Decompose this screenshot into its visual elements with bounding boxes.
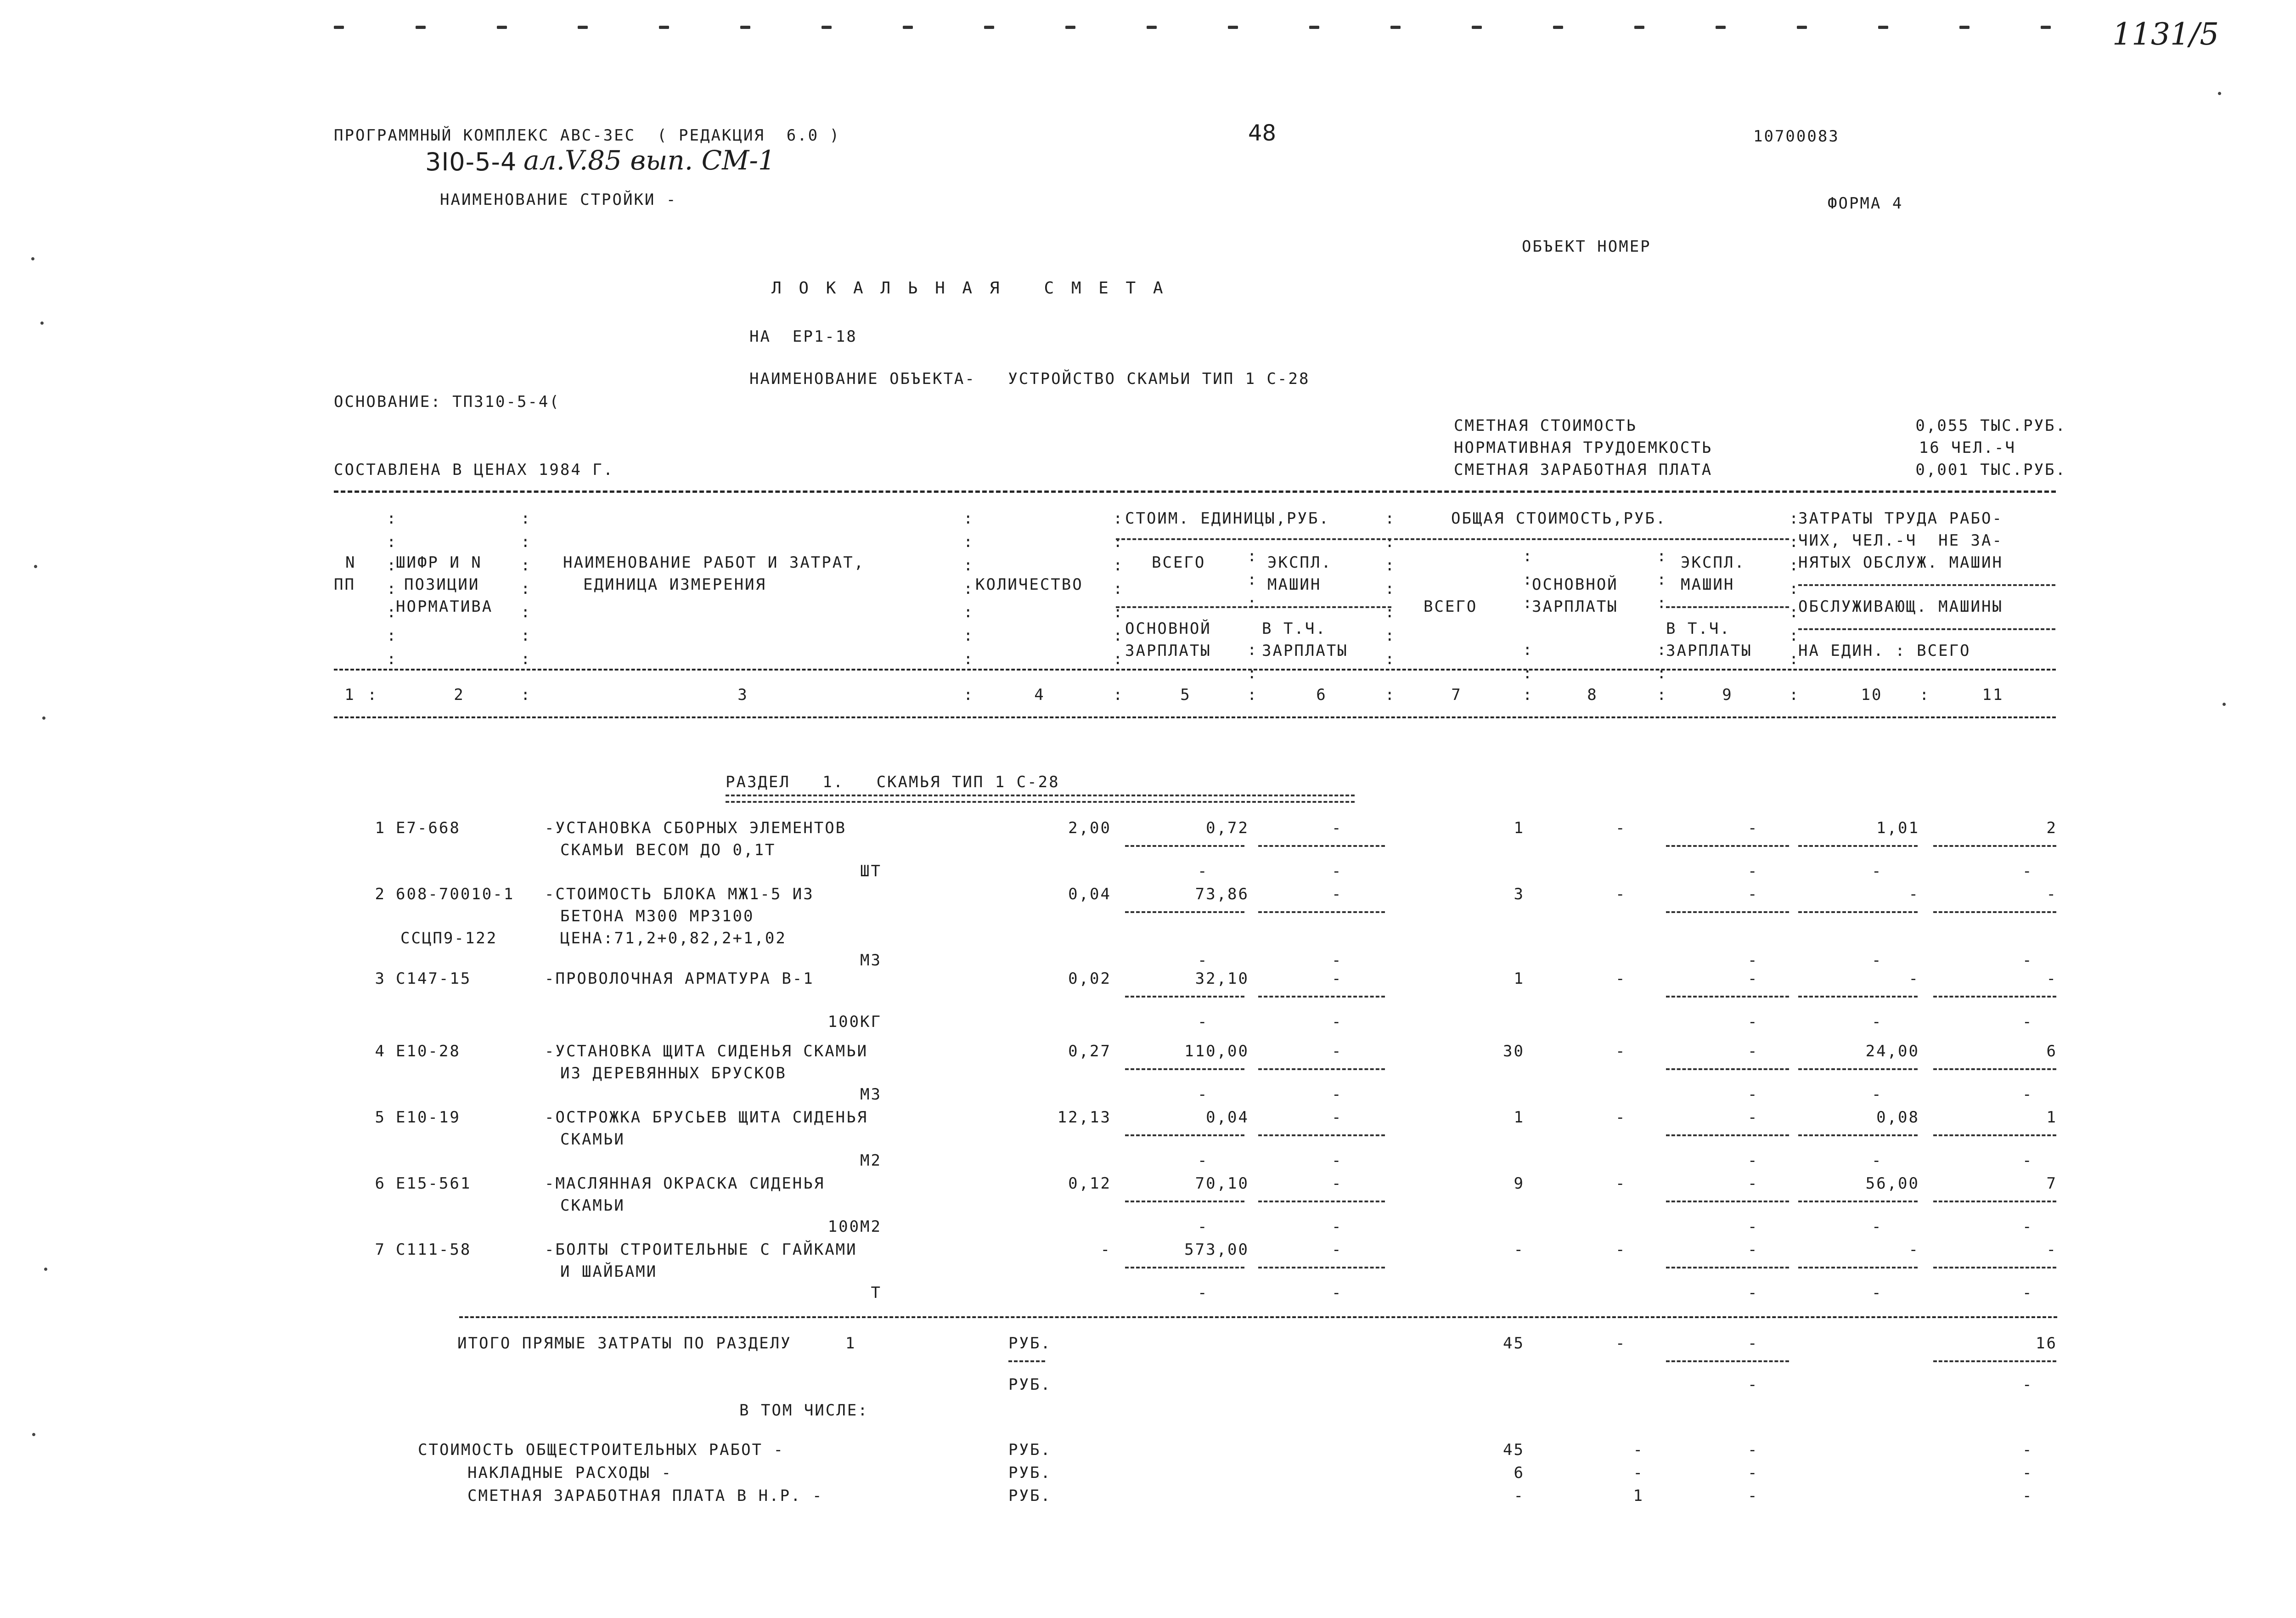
row-labor-unit: 0,08 [1876, 1108, 1919, 1127]
row-unit-machines: - [1332, 970, 1343, 988]
row-number: 1 [375, 819, 386, 837]
total-line-expl: - [1748, 1441, 1759, 1459]
row-code: 608-70010-1 [396, 885, 515, 903]
row-basic-unit-wages: - [1198, 951, 1209, 970]
header-labor-5: НА ЕДИН. : ВСЕГО [1798, 642, 1971, 660]
row-work-name: -МАСЛЯННАЯ ОКРАСКА СИДЕНЬЯ [545, 1174, 825, 1193]
row-basic-wages: - [1615, 885, 1626, 903]
column-separator: : : : : : : : [1113, 509, 1124, 668]
column-number: 10 [1861, 686, 1883, 704]
row-code: С147-15 [396, 970, 472, 988]
object-number-label: ОБЪЕКТ НОМЕР [1522, 237, 1651, 256]
direct-costs-unit: РУБ. [1008, 1334, 1052, 1353]
cell-rule [1798, 911, 1918, 913]
total-line-basic: 1 [1633, 1487, 1644, 1505]
row-number: 3 [375, 970, 386, 988]
row-incl-wages: - [1748, 1013, 1759, 1031]
row-total: 1 [1514, 1108, 1525, 1127]
row-labor-unit: 1,01 [1876, 819, 1919, 837]
header-unit: ЕДИНИЦА ИЗМЕРЕНИЯ [583, 575, 766, 594]
column-number: 7 [1451, 686, 1462, 704]
cell-rule [1125, 1267, 1244, 1268]
column-separator: : : : : : [1657, 547, 1668, 682]
column-separator: : [367, 686, 378, 704]
header-tc-incl: В Т.Ч. [1666, 620, 1731, 638]
column-separator: : [1247, 686, 1258, 704]
row-labor-unit-2: - [1872, 1085, 1883, 1104]
row-labor-unit: 56,00 [1865, 1174, 1919, 1193]
row-incl-wages: - [1748, 951, 1759, 970]
header-pp: ПП [334, 575, 355, 594]
header-uc-incl-wages: ЗАРПЛАТЫ [1262, 642, 1348, 660]
row-unit-machines: - [1332, 819, 1343, 837]
program-name: ПРОГРАММНЫЙ КОМПЛЕКС АВС-ЗЕС ( РЕДАКЦИЯ 6.0 ) [334, 126, 841, 145]
header-tc-total: ВСЕГО [1424, 598, 1478, 616]
object-name: НАИМЕНОВАНИЕ ОБЪЕКТА- УСТРОЙСТВО СКАМЬИ ТИП 1 С-28 [749, 370, 1310, 388]
header-tc-wages: ЗАРПЛАТЫ [1532, 598, 1618, 616]
total-line-labor: - [2022, 1487, 2033, 1505]
summary-label: СМЕТНАЯ ЗАРАБОТНАЯ ПЛАТА [1454, 461, 1713, 479]
header-position: ПОЗИЦИИ [404, 575, 480, 594]
summary-value: 0,001 ТЫС.РУБ. [1915, 461, 2066, 479]
row-total: 3 [1514, 885, 1525, 903]
column-number: 5 [1180, 686, 1191, 704]
row-unit-machines: - [1332, 1174, 1343, 1193]
row-incl-unit-wages: - [1332, 1085, 1343, 1104]
row-unit-machines: - [1332, 1240, 1343, 1259]
header-uc-wages: ЗАРПЛАТЫ [1125, 642, 1211, 660]
cell-rule [1258, 1267, 1385, 1268]
header-quantity: КОЛИЧЕСТВО [975, 575, 1083, 594]
row-machines: - [1748, 1042, 1759, 1060]
column-separator: : [1385, 686, 1396, 704]
row-unit: Т [871, 1284, 882, 1302]
cell-rule [1666, 1201, 1789, 1202]
cell-rule [1666, 911, 1789, 913]
row-work-name: И ШАЙБАМИ [560, 1263, 658, 1281]
row-unit-cost: 573,00 [1184, 1240, 1249, 1259]
row-basic-wages: - [1615, 1174, 1626, 1193]
header-tc-machines: МАШИН [1681, 575, 1735, 594]
cell-rule [1258, 845, 1385, 847]
row-labor-total: 1 [2046, 1108, 2057, 1127]
cell-rule [1798, 1068, 1918, 1070]
direct-costs-expl: - [1748, 1334, 1759, 1353]
page-number: 48 [1248, 120, 1277, 146]
row-quantity: 12,13 [1057, 1108, 1111, 1127]
cell-rule [1666, 996, 1789, 998]
row-work-name: -СТОИМОСТЬ БЛОКА МЖ1-5 ИЗ [545, 885, 814, 903]
row-labor-total-2: - [2022, 1013, 2033, 1031]
column-separator: : [1789, 686, 1800, 704]
column-separator: : [1113, 686, 1124, 704]
project-handwritten-note: ал.V.85 вып. СМ-1 [523, 145, 775, 176]
row-unit-machines: - [1332, 885, 1343, 903]
row-labor-total: - [2046, 970, 2057, 988]
header-uc-total: ВСЕГО [1152, 553, 1206, 572]
column-separator: : [521, 686, 532, 704]
cell-rule [1933, 1201, 2056, 1202]
column-separator: : : : : : [1247, 547, 1258, 682]
total-line-total: 45 [1503, 1441, 1525, 1459]
direct-costs-labor-2: - [2022, 1376, 2033, 1394]
column-number: 2 [454, 686, 465, 704]
document-title: Л О К А Л Ь Н А Я С М Е Т А [771, 279, 1167, 298]
document-code: 10700083 [1753, 127, 1840, 146]
row-labor-unit: 24,00 [1865, 1042, 1919, 1060]
cell-rule [1933, 1068, 2056, 1070]
header-labor-2: ЧИХ, ЧЕЛ.-Ч НЕ ЗА- [1798, 531, 2003, 550]
total-line-unit: РУБ. [1008, 1441, 1052, 1459]
row-total: 1 [1514, 819, 1525, 837]
row-basic-wages: - [1615, 819, 1626, 837]
row-number: 7 [375, 1240, 386, 1259]
row-labor-unit: - [1908, 885, 1919, 903]
total-line-expl: - [1748, 1487, 1759, 1505]
row-incl-unit-wages: - [1332, 862, 1343, 880]
row-basic-wages: - [1615, 1042, 1626, 1060]
column-separator: : [1919, 686, 1930, 704]
row-incl-unit-wages: - [1332, 1013, 1343, 1031]
row-incl-wages: - [1748, 1085, 1759, 1104]
row-labor-total: - [2046, 885, 2057, 903]
column-number: 3 [737, 686, 748, 704]
row-labor-total-2: - [2022, 1284, 2033, 1302]
cell-rule [1258, 1068, 1385, 1070]
row-unit-cost: 0,72 [1206, 819, 1249, 837]
total-line-total: 6 [1514, 1464, 1525, 1482]
cell-rule [1666, 845, 1789, 847]
row-unit: МЗ [860, 1085, 882, 1104]
row-number: 5 [375, 1108, 386, 1127]
section-title: РАЗДЕЛ 1. СКАМЬЯ ТИП 1 С-28 [726, 773, 1060, 791]
total-line-label: СТОИМОСТЬ ОБЩЕСТРОИТЕЛЬНЫХ РАБОТ - [418, 1441, 784, 1459]
row-labor-unit-2: - [1872, 1284, 1883, 1302]
cell-rule [1666, 1267, 1789, 1268]
row-basic-unit-wages: - [1198, 862, 1209, 880]
header-work-name: НАИМЕНОВАНИЕ РАБОТ И ЗАТРАТ, [563, 553, 865, 572]
header-total-cost: ОБЩАЯ СТОИМОСТЬ,РУБ. [1451, 509, 1667, 528]
row-code: Е10-19 [396, 1108, 461, 1127]
total-line-expl: - [1748, 1464, 1759, 1482]
row-machines: - [1748, 819, 1759, 837]
row-unit-cost: 110,00 [1184, 1042, 1249, 1060]
row-labor-total: 2 [2046, 819, 2057, 837]
total-line-total: - [1514, 1487, 1525, 1505]
row-work-name: ЦЕНА:71,2+0,82,2+1,02 [560, 929, 787, 947]
row-quantity: 0,04 [1068, 885, 1111, 903]
direct-costs-basic: - [1615, 1334, 1626, 1353]
cell-rule [1798, 1267, 1918, 1268]
row-labor-total: 6 [2046, 1042, 2057, 1060]
column-number: 1 [344, 686, 355, 704]
header-tc-incl-wages: ЗАРПЛАТЫ [1666, 642, 1752, 660]
total-line-labor: - [2022, 1464, 2033, 1482]
header-unit-cost: СТОИМ. ЕДИНИЦЫ,РУБ. [1125, 509, 1330, 528]
row-basic-unit-wages: - [1198, 1085, 1209, 1104]
row-machines: - [1748, 885, 1759, 903]
row-labor-unit-2: - [1872, 951, 1883, 970]
row-labor-unit: - [1908, 970, 1919, 988]
cell-rule [1258, 1134, 1385, 1136]
cell-rule [1125, 911, 1244, 913]
row-machines: - [1748, 970, 1759, 988]
column-number: 8 [1587, 686, 1598, 704]
row-unit: 100КГ [827, 1013, 882, 1031]
row-basic-wages: - [1615, 1108, 1626, 1127]
header-uc-machines: МАШИН [1267, 575, 1322, 594]
row-labor-total: - [2046, 1240, 2057, 1259]
direct-costs-expl-2: - [1748, 1376, 1759, 1394]
header-uc-expl: ЭКСПЛ. [1267, 553, 1332, 572]
direct-costs-labor: 16 [2036, 1334, 2057, 1353]
cell-rule [1125, 996, 1244, 998]
row-basic-unit-wages: - [1198, 1013, 1209, 1031]
row-total: 9 [1514, 1174, 1525, 1193]
cell-rule [1258, 911, 1385, 913]
header-n: N [345, 553, 356, 572]
row-labor-unit-2: - [1872, 1013, 1883, 1031]
total-line-unit: РУБ. [1008, 1487, 1052, 1505]
column-separator: : : : : : : : [1385, 509, 1396, 668]
cell-rule [1125, 1134, 1244, 1136]
cell-rule [1933, 996, 2056, 998]
row-quantity: 0,27 [1068, 1042, 1111, 1060]
column-separator: : : : : : [1523, 547, 1534, 682]
row-unit-cost: 32,10 [1195, 970, 1249, 988]
cell-rule [1125, 1068, 1244, 1070]
row-machines: - [1748, 1108, 1759, 1127]
row-basic-wages: - [1615, 970, 1626, 988]
cell-rule [1125, 845, 1244, 847]
row-work-name: -ОСТРОЖКА БРУСЬЕВ ЩИТА СИДЕНЬЯ [545, 1108, 868, 1127]
total-line-basic: - [1633, 1464, 1644, 1482]
cell-rule [1798, 1134, 1918, 1136]
row-code: С111-58 [396, 1240, 472, 1259]
row-basic-wages: - [1615, 1240, 1626, 1259]
summary-label: НОРМАТИВНАЯ ТРУДОЕМКОСТЬ [1454, 439, 1713, 457]
construction-name-label: НАИМЕНОВАНИЕ СТРОЙКИ - [440, 191, 677, 209]
row-work-name: БЕТОНА М300 МРЗ100 [560, 907, 754, 925]
row-code: Е15-561 [396, 1174, 472, 1193]
total-line-label: СМЕТНАЯ ЗАРАБОТНАЯ ПЛАТА В Н.Р. - [467, 1487, 823, 1505]
row-basic-unit-wages: - [1198, 1218, 1209, 1236]
row-labor-unit-2: - [1872, 1151, 1883, 1170]
row-unit-cost: 0,04 [1206, 1108, 1249, 1127]
row-machines: - [1748, 1240, 1759, 1259]
column-separator: : : : : : : : [963, 509, 974, 668]
row-unit-machines: - [1332, 1042, 1343, 1060]
header-tc-expl: ЭКСПЛ. [1681, 553, 1745, 572]
row-number: 4 [375, 1042, 386, 1060]
cell-rule [1258, 1201, 1385, 1202]
column-separator: : [1523, 686, 1534, 704]
cell-rule [1933, 1267, 2056, 1268]
total-line-unit: РУБ. [1008, 1464, 1052, 1482]
row-work-name: СКАМЬИ [560, 1196, 625, 1215]
basis-label: ОСНОВАНИЕ: ТП310-5-4( [334, 393, 560, 411]
total-line-label: НАКЛАДНЫЕ РАСХОДЫ - [467, 1464, 672, 1482]
summary-label: СМЕТНАЯ СТОИМОСТЬ [1454, 417, 1637, 435]
row-work-name: СКАМЬИ ВЕСОМ ДО 0,1Т [560, 841, 776, 859]
header-tc-basic: ОСНОВНОЙ [1532, 575, 1618, 594]
cell-rule [1666, 1134, 1789, 1136]
cell-rule [1933, 1134, 2056, 1136]
row-quantity: 0,02 [1068, 970, 1111, 988]
cell-rule [1666, 1068, 1789, 1070]
cell-rule [1125, 1201, 1244, 1202]
header-labor-4: ОБСЛУЖИВАЮЩ. МАШИНЫ [1798, 598, 2003, 616]
header-uc-basic: ОСНОВНОЙ [1125, 620, 1211, 638]
row-total: 1 [1514, 970, 1525, 988]
row-unit: МЗ [860, 951, 882, 970]
column-separator: : : : : : : : [521, 509, 532, 668]
row-basic-unit-wages: - [1198, 1151, 1209, 1170]
row-total: - [1514, 1240, 1525, 1259]
header-labor: ЗАТРАТЫ ТРУДА РАБО- [1798, 509, 2003, 528]
column-number: 11 [1982, 686, 2004, 704]
row-number: 2 [375, 885, 386, 903]
sheet-number-handwritten: 1131/5 [2112, 17, 2219, 52]
row-labor-unit: - [1908, 1240, 1919, 1259]
summary-value: 0,055 ТЫС.РУБ. [1915, 417, 2066, 435]
column-separator: : : : : : : : [387, 509, 398, 668]
row-labor-total-2: - [2022, 1218, 2033, 1236]
row-labor-total-2: - [2022, 1085, 2033, 1104]
estimate-for: НА ЕР1-18 [749, 327, 857, 346]
row-work-name: -ПРОВОЛОЧНАЯ АРМАТУРА В-1 [545, 970, 814, 988]
row-code-secondary: ССЦП9-122 [400, 929, 498, 947]
row-incl-wages: - [1748, 1151, 1759, 1170]
cell-rule [1798, 996, 1918, 998]
row-unit-cost: 73,86 [1195, 885, 1249, 903]
row-work-name: -БОЛТЫ СТРОИТЕЛЬНЫЕ С ГАЙКАМИ [545, 1240, 857, 1259]
totals-rule [459, 1316, 2057, 1318]
total-line-basic: - [1633, 1441, 1644, 1459]
direct-costs-total: 45 [1503, 1334, 1525, 1353]
cell-rule [1798, 1201, 1918, 1202]
cell-rule [1933, 911, 2056, 913]
column-number: 9 [1722, 686, 1733, 704]
including-label: В ТОМ ЧИСЛЕ: [739, 1401, 869, 1420]
prices-year: СОСТАВЛЕНА В ЦЕНАХ 1984 Г. [334, 461, 614, 479]
row-number: 6 [375, 1174, 386, 1193]
header-labor-3: НЯТЫХ ОБСЛУЖ. МАШИН [1798, 553, 2003, 572]
row-incl-wages: - [1748, 862, 1759, 880]
cell-rule [1933, 845, 2056, 847]
row-labor-total-2: - [2022, 951, 2033, 970]
column-separator: : [1657, 686, 1668, 704]
summary-value: 16 ЧЕЛ.-Ч [1919, 439, 2016, 457]
row-incl-unit-wages: - [1332, 951, 1343, 970]
row-labor-total-2: - [2022, 862, 2033, 880]
row-labor-total-2: - [2022, 1151, 2033, 1170]
row-basic-unit-wages: - [1198, 1284, 1209, 1302]
row-code: Е10-28 [396, 1042, 461, 1060]
project-code: 3I0-5-4 [425, 147, 517, 176]
row-machines: - [1748, 1174, 1759, 1193]
column-number: 4 [1034, 686, 1045, 704]
row-work-name: -УСТАНОВКА СБОРНЫХ ЭЛЕМЕНТОВ [545, 819, 847, 837]
header-norm: НОРМАТИВА [396, 598, 493, 616]
row-unit-machines: - [1332, 1108, 1343, 1127]
row-unit: М2 [860, 1151, 882, 1170]
form-label: ФОРМА 4 [1828, 194, 1903, 213]
cell-rule [1258, 996, 1385, 998]
column-number: 6 [1316, 686, 1327, 704]
row-work-name: СКАМЬИ [560, 1130, 625, 1149]
row-work-name: -УСТАНОВКА ЩИТА СИДЕНЬЯ СКАМЬИ [545, 1042, 868, 1060]
row-code: Е7-668 [396, 819, 461, 837]
direct-costs-unit-2: РУБ. [1008, 1376, 1052, 1394]
row-labor-unit-2: - [1872, 862, 1883, 880]
row-incl-unit-wages: - [1332, 1151, 1343, 1170]
row-quantity: 0,12 [1068, 1174, 1111, 1193]
row-incl-unit-wages: - [1332, 1284, 1343, 1302]
row-unit-cost: 70,10 [1195, 1174, 1249, 1193]
row-incl-unit-wages: - [1332, 1218, 1343, 1236]
row-incl-wages: - [1748, 1218, 1759, 1236]
row-work-name: ИЗ ДЕРЕВЯННЫХ БРУСКОВ [560, 1064, 787, 1082]
header-code: ШИФР И N [396, 553, 482, 572]
cell-rule [1798, 845, 1918, 847]
row-total: 30 [1503, 1042, 1525, 1060]
row-quantity: 2,00 [1068, 819, 1111, 837]
row-incl-wages: - [1748, 1284, 1759, 1302]
total-line-labor: - [2022, 1441, 2033, 1459]
section-underline [726, 795, 1355, 803]
column-separator: : [963, 686, 974, 704]
row-unit: ШТ [860, 862, 882, 880]
direct-costs-label: ИТОГО ПРЯМЫЕ ЗАТРАТЫ ПО РАЗДЕЛУ 1 [457, 1334, 856, 1353]
row-unit: 100М2 [827, 1218, 882, 1236]
column-separator: : : : : : : : [1789, 509, 1800, 668]
row-labor-total: 7 [2046, 1174, 2057, 1193]
row-quantity: - [1100, 1240, 1111, 1259]
row-labor-unit-2: - [1872, 1218, 1883, 1236]
header-uc-incl: В Т.Ч. [1262, 620, 1327, 638]
